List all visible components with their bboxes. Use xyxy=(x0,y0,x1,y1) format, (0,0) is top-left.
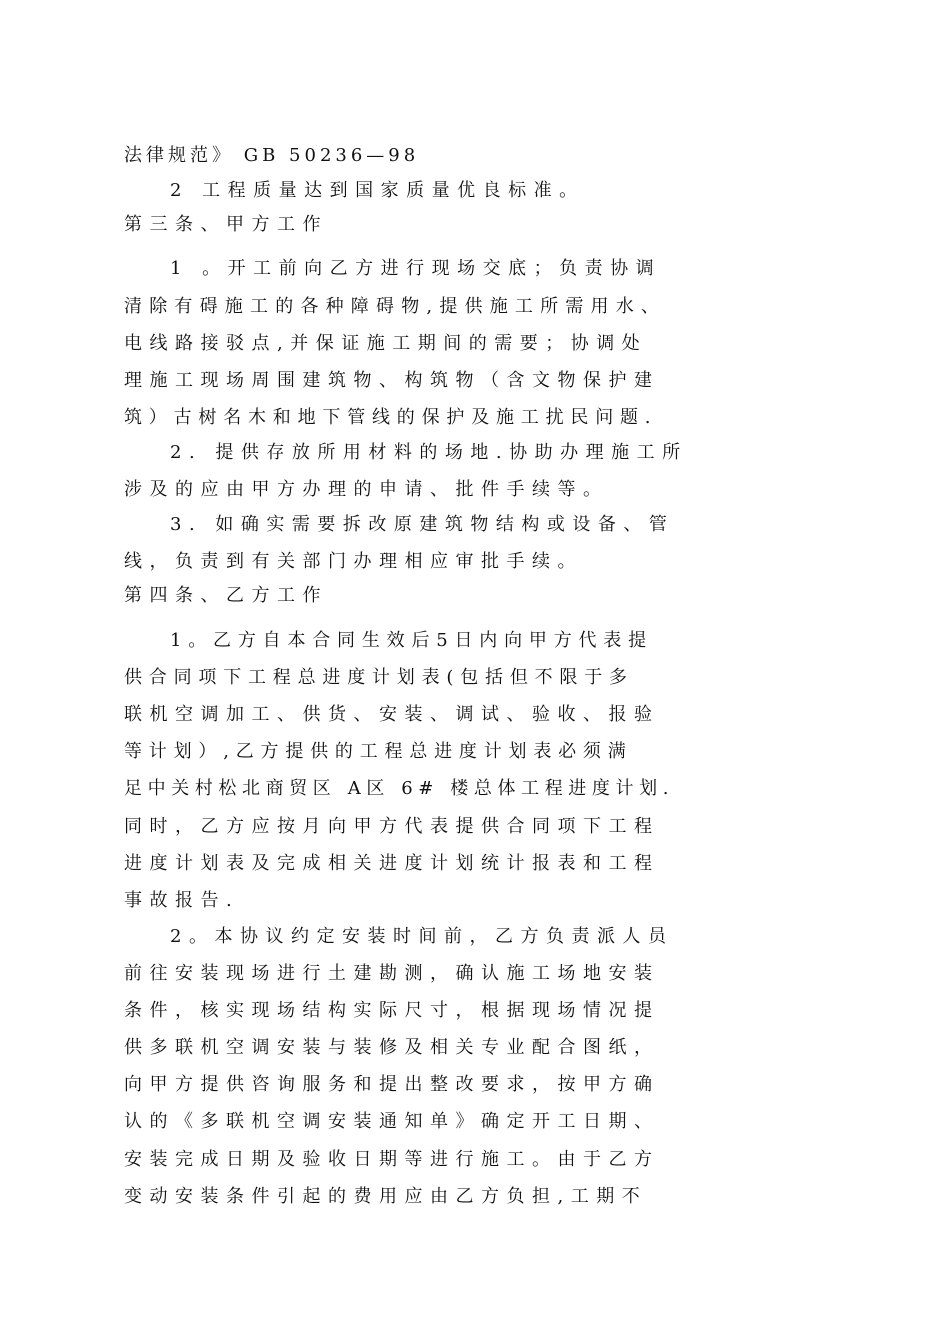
text-line: 供合同项下工程总进度计划表(包括但不限于多 xyxy=(124,667,634,688)
text-line: 供多联机空调安装与装修及相关专业配合图纸， xyxy=(124,1037,660,1058)
text-line: 向甲方提供咨询服务和提出整改要求，按甲方确 xyxy=(124,1074,660,1095)
text-line: 同时，乙方应按月向甲方代表提供合同项下工程 xyxy=(124,816,660,837)
section-heading: 第三条、甲方工作 xyxy=(124,214,328,235)
text-line: 清除有碍施工的各种障碍物,提供施工所需用水、 xyxy=(124,296,667,317)
text-line: 线，负责到有关部门办理相应审批手续。 xyxy=(124,551,583,572)
text-line: 理施工现场周围建筑物、构筑物（含文物保护建 xyxy=(124,370,660,391)
text-line: 联机空调加工、供货、安装、调试、验收、报验 xyxy=(124,704,660,725)
text-line: 安装完成日期及验收日期等进行施工。由于乙方 xyxy=(124,1149,660,1170)
text-line: 电线路接驳点,并保证施工期间的需要；协调处 xyxy=(124,333,648,354)
text-line: 1。乙方自本合同生效后5日内向甲方代表提 xyxy=(170,630,653,651)
text-line: 1 。开工前向乙方进行现场交底；负责协调 xyxy=(170,258,662,279)
text-line: 条件，核实现场结构实际尺寸，根据现场情况提 xyxy=(124,1000,660,1021)
text-line: 3. 如确实需要拆改原建筑物结构或设备、管 xyxy=(170,514,675,535)
text-line: 变动安装条件引起的费用应由乙方负担,工期不 xyxy=(124,1186,648,1207)
text-line: 2 工程质量达到国家质量优良标准。 xyxy=(170,180,585,201)
text-line: 2。本协议约定安装时间前，乙方负责派人员 xyxy=(170,926,674,947)
text-line: 筑）古树名木和地下管线的保护及施工扰民问题. xyxy=(124,407,658,428)
text-line: 认的《多联机空调安装通知单》确定开工日期、 xyxy=(124,1111,660,1132)
text-line: 事故报告. xyxy=(124,890,240,911)
text-line: 涉及的应由甲方办理的申请、批件手续等。 xyxy=(124,479,609,500)
text-line: 2. 提供存放所用材料的场地.协助办理施工所 xyxy=(170,442,688,463)
text-line: 进度计划表及完成相关进度计划统计报表和工程 xyxy=(124,853,660,874)
text-line: 足中关村松北商贸区 A区 6# 楼总体工程进度计划. xyxy=(124,778,675,799)
text-line: 前往安装现场进行土建勘测，确认施工场地安装 xyxy=(124,963,660,984)
text-line: 法律规范》 GB 50236—98 xyxy=(124,145,420,166)
section-heading: 第四条、乙方工作 xyxy=(124,585,328,606)
text-line: 等计划）,乙方提供的工程总进度计划表必须满 xyxy=(124,741,633,762)
